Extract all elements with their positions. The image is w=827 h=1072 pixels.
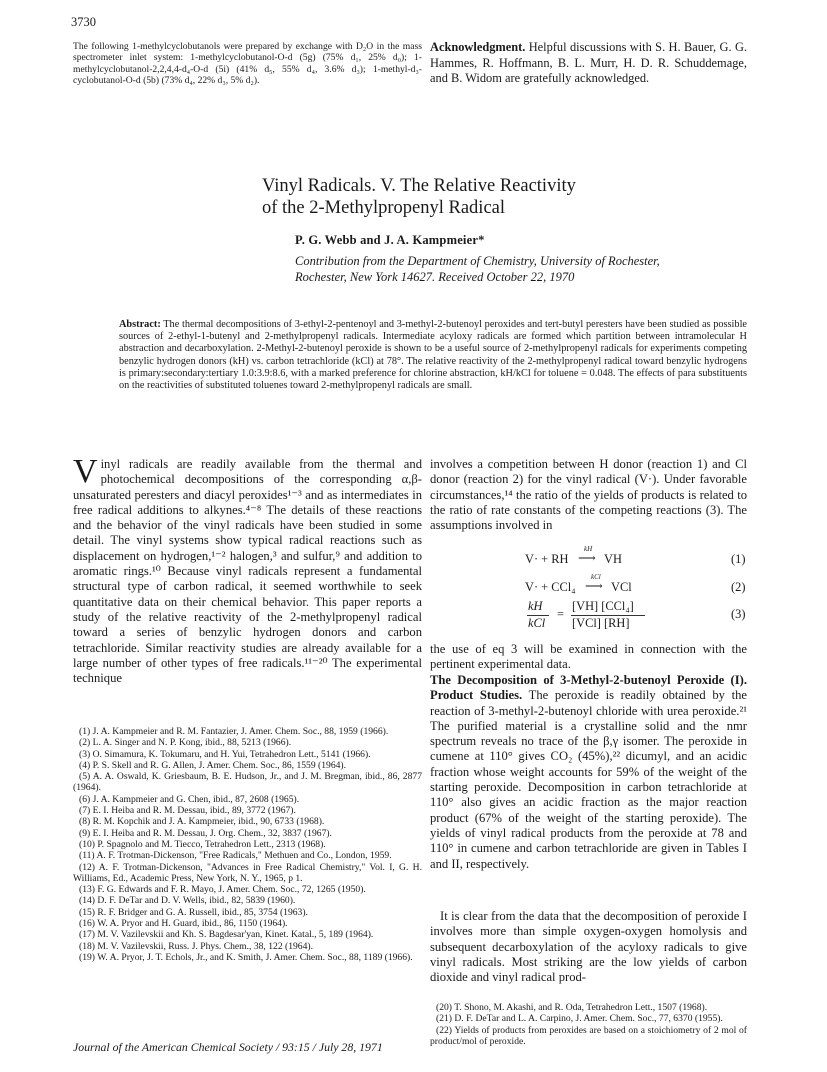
reference: (4) P. S. Skell and R. G. Allen, J. Amer. Chem. Soc., 86, 1559 (1964). [79,759,347,771]
affiliation [295,254,715,285]
reference: (13) F. G. Edwards and F. R. Mayo, J. Amer. Chem. Soc., 72, 1265 (1950). [79,884,366,896]
acknowledgment [430,40,747,87]
section-heading: The Decomposition of 3-Methyl-2-butenoyl Peroxide (I). Product Studies. [430,673,747,703]
eq2-left: V· + CCl₄ [525,580,576,594]
eq2-right: VCl [611,580,632,594]
eq3-lhs-bottom: kCl [528,616,546,630]
page-number: 3730 [71,15,96,29]
reference: (19) W. A. Pryor, J. T. Echols, Jr., and K. Smith, J. Amer. Chem. Soc., 88, 1189 (1966). [79,951,413,963]
references-left [73,726,422,963]
reference: (14) D. F. DeTar and D. V. Wells, ibid., 82, 5839 (1960). [79,895,296,907]
eq1-arrow-label: kH [584,545,593,553]
reference: (12) A. F. Trotman-Dickenson, "Advances in Free Radical Chemistry," Vol. I, G. H. Williams, Ed., Academic Press, New York, N. Y., 1965, p 1. [73,861,422,884]
authors: P. G. Webb and J. A. Kampmeier* [295,233,485,247]
drop-cap: V [73,453,98,490]
reference: (22) Yields of products from peroxides are based on a stoichiometry of 2 mol of product/mol of peroxide. [430,1024,747,1047]
section-paragraph-2: It is clear from the data that the decomposition of peroxide I involves more than simple oxygen-oxygen homolysis and subsequent decarboxylation of the acyloxy radicals to give vinyl radicals. Most striking are the low yields of carbon dioxide and vinyl radical prod- [430,909,747,985]
reference: (1) J. A. Kampmeier and R. M. Fantazier, J. Amer. Chem. Soc., 88, 1959 (1966). [79,726,389,737]
eq3-rhs-bottom: [VCl] [RH] [572,616,630,630]
abstract-text: The thermal decompositions of 3-ethyl-2-pentenoyl and 3-methyl-2-butenoyl peroxides and tert-butyl peresters have been studied as possible sources of 2-ethyl-1-butenyl and 2-methylpropenyl radicals. Intermediate acyloxy radicals are formed which partition between intramolecular H abstraction and decarboxylation. 2-Methyl-2-butenoyl peroxide is shown to be a useful source of 2-methylpropenyl radicals for experiments competing benzylic hydrogen donors (kH) vs. carbon tetrachloride (kCl) at 78°. The relative reactivity of the 2-methylpropenyl radical toward benzylic hydrogens is primary:secondary:tertiary 1.0:3.9:8.6, with a marked preference for chlorine abstraction, kH/kCl for toluene = 0.048. The effects of para substituents on the reactivities of substituted toluenes toward 2-methylpropenyl radicals are small. [119,319,747,392]
eq1-right: VH [604,552,622,566]
reference: (15) R. F. Bridger and G. A. Russell, ibid., 85, 3754 (1963). [79,906,308,918]
title-line-2: of the 2-Methylpropenyl Radical [262,198,506,218]
eq2-number: (2) [731,580,746,594]
journal-footer: Journal of the American Chemical Society / 93:15 / July 28, 1971 [73,1040,383,1054]
right-paragraph-1: involves a competition between H donor (reaction 1) and Cl donor (reaction 2) for the vinyl radical (V·). Under favorable circumstances,¹⁴ the ratio of the yields of products is related to the ratio of rate constants of the competing reactions (3). The assumptions involved in [430,457,747,533]
title-line-1: Vinyl Radicals. V. The Relative Reactivity [262,176,576,196]
abstract [119,319,747,392]
reference: (11) A. F. Trotman-Dickenson, "Free Radicals," Methuen and Co., London, 1959. [79,850,392,862]
eq3-lhs-top: kH [528,599,543,613]
acknowledgment-text: Helpful discussions with S. H. Bauer, G. G. Hammes, R. Hoffmann, B. L. Murr, H. D. R. Schuddemage, and B. Widom are gratefully acknowledged. [430,40,747,86]
reference: (10) P. Spagnolo and M. Tiecco, Tetrahedron Lett., 2313 (1968). [79,838,326,850]
eq3-rhs-top: [VH] [CCl₄] [572,599,634,613]
reference: (9) E. I. Heiba and R. M. Dessau, J. Org. Chem., 32, 3837 (1967). [79,827,332,839]
header-note: The following 1-methylcyclobutanols were prepared by exchange with D₂O in the mass spectrometer inlet system: 1-methylcyclobutanol-O-d (5g) (75% d₁, 25% d₀); 1-methylcyclobutanol-2,2,4,4-d₄-O-d (5i) (41% d₅, 55% d₄, 3.6% d₃); 1-methyl-d₃-cyclobutanol-O-d (5b) (73% d₄, 22% d₃, 5% d₂). [73,41,422,86]
reference: (6) J. A. Kampmeier and G. Chen, ibid., 87, 2608 (1965). [79,793,300,805]
section-paragraph [430,673,747,872]
intro-text: inyl radicals are readily available from the thermal and photochemical decompositions of the corresponding α,β-unsaturated peresters and diacyl peroxides¹⁻³ and as intermediates in free radical additions to alkynes.⁴⁻⁸ The details of these reactions and the behavior of the vinyl radicals have been studied in some detail. The vinyl systems show typical radical reactions such as displacement on hydrogen,¹⁻² halogen,³ and sulfur,⁹ and addition to aromatic rings.¹⁰ Because vinyl radicals represent a fundamental structural type of carbon radical, it seemed worthwhile to seek quantitative data on their chemical behavior. This paper reports a study of the relative reactivity of the 2-methylpropenyl radical toward a series of benzylic hydrogen donors and carbon tetrachloride. Similar reactivity studies are already available for a large number of other types of free radicals.¹¹⁻²⁰ The experimental technique [73,457,422,686]
reference: (16) W. A. Pryor and H. Guard, ibid., 86, 1150 (1964). [79,918,288,930]
affiliation-line-1: Contribution from the Department of Chemistry, University of Rochester, [295,254,660,268]
eq2-arrow: ⟶ [585,579,603,593]
eq1-arrow: ⟶ [578,551,596,565]
abstract-label: Abstract: [119,319,161,330]
eq3-number: (3) [731,607,746,621]
eq3-equals: = [557,607,564,621]
eq3-rhs-fraction-bar [571,615,645,616]
eq1-number: (1) [731,552,746,566]
reference: (2) L. A. Singer and N. P. Kong, ibid., 88, 5213 (1966). [79,737,292,749]
right-paragraph-2: the use of eq 3 will be examined in connection with the pertinent experimental data. [430,642,747,672]
intro-paragraph [73,453,422,686]
reference: (3) O. Simamura, K. Tokumaru, and H. Yui, Tetrahedron Lett., 5141 (1966). [79,748,371,760]
reference: (7) E. I. Heiba and R. M. Dessau, ibid., 89, 3772 (1967). [79,805,296,817]
section-text: The peroxide is readily obtained by the reaction of 3-methyl-2-butenoyl chloride with urea peroxide.²¹ The purified material is a crystalline solid and the nmr spectrum reveals no trace of the β,γ isomer. The peroxide in cumene at 110° gives CO₂ (45%),²² dicumyl, and an acidic fraction whose weight accounts for 59% of the weight of the starting peroxide. Decomposition in carbon tetrachloride at 110° also gives an acidic fraction as the major reaction product (67% of the weight of the starting peroxide). The yields of vinyl radical products from the peroxide at 78 and 110° in cumene and carbon tetrachloride are given in Tables I and II, respectively. [430,688,748,871]
reference: (18) M. V. Vazilevskii, Russ. J. Phys. Chem., 38, 122 (1964). [79,940,313,952]
reference: (8) R. M. Kopchik and J. A. Kampmeier, ibid., 90, 6733 (1968). [79,816,325,828]
reference: (20) T. Shono, M. Akashi, and R. Oda, Tetrahedron Lett., 1507 (1968). [436,1002,708,1013]
eq1-left: V· + RH [525,552,569,566]
reference: (5) A. A. Oswald, K. Griesbaum, B. E. Hudson, Jr., and J. M. Bregman, ibid., 86, 2877 (1964). [73,771,422,794]
references-right [430,1002,747,1047]
acknowledgment-heading: Acknowledgment. [430,40,526,54]
affiliation-line-2: Rochester, New York 14627. Received October 22, 1970 [295,269,575,284]
reference: (17) M. V. Vazilevskii and Kh. S. Bagdesar'yan, Kinet. Katal., 5, 189 (1964). [79,929,374,941]
eq2-arrow-label: kCl [591,573,601,581]
article-title [262,175,742,219]
eq3-lhs-fraction-bar [527,615,549,616]
reference: (21) D. F. DeTar and L. A. Carpino, J. Amer. Chem. Soc., 77, 6370 (1955). [436,1013,723,1025]
